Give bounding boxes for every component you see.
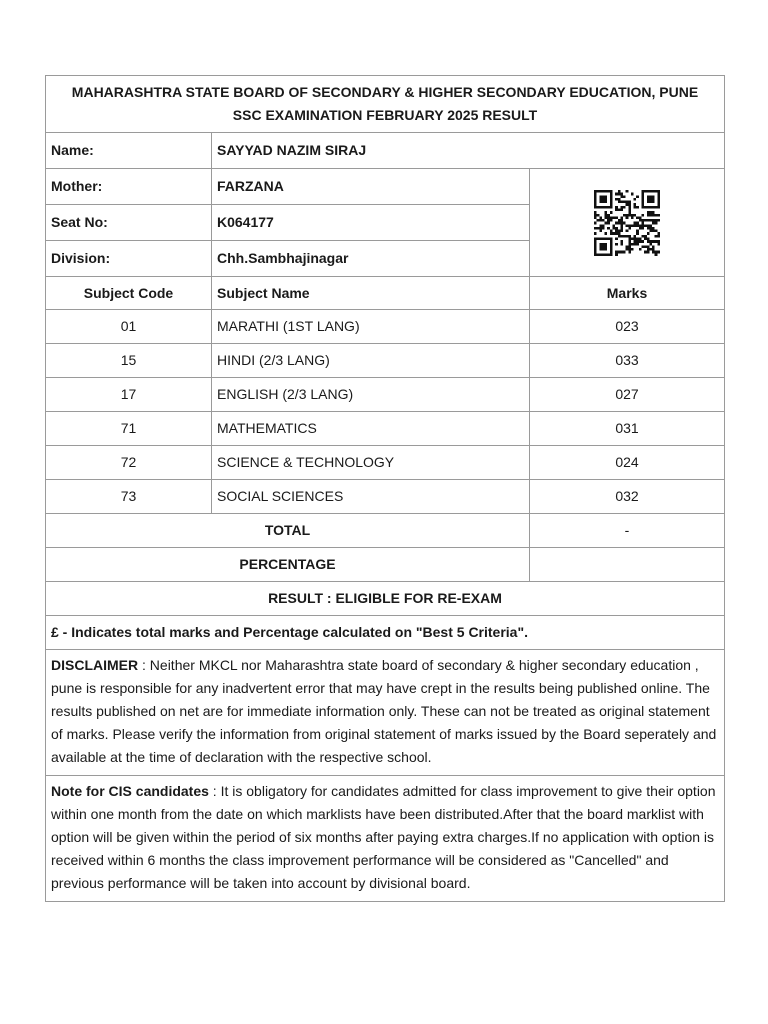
subject-code: 73	[46, 480, 212, 514]
table-row	[46, 446, 725, 480]
column-header-row	[46, 277, 725, 310]
seat-number: K064177	[212, 205, 530, 241]
exam-title: SSC EXAMINATION FEBRUARY 2025 RESULT	[232, 107, 538, 123]
subject-marks: 033	[530, 344, 725, 378]
mother-label: Mother:	[46, 169, 212, 205]
marks-header: Marks	[530, 277, 725, 310]
table-row	[46, 344, 725, 378]
subject-code: 72	[46, 446, 212, 480]
best5-note-row	[46, 616, 725, 650]
table-row	[46, 480, 725, 514]
division-name: Chh.Sambhajinagar	[212, 241, 530, 277]
percentage-value	[530, 548, 725, 582]
result-row	[46, 582, 725, 616]
cis-note-text: : It is obligatory for candidates admitted for class improvement to give their option within one month from the date on which marklists have been distributed.After that the board marklist with option will be given within the period of six months after paying extra charges.If no application with option is received within 6 months the class improvement performance will be considered as "Cancelled" and previous performance will be taken into account by divisional board.	[51, 783, 716, 891]
result-table	[45, 75, 725, 902]
table-row	[46, 378, 725, 412]
student-name: SAYYAD NAZIM SIRAJ	[212, 133, 725, 169]
table-row	[46, 412, 725, 446]
subject-code: 15	[46, 344, 212, 378]
name-label: Name:	[46, 133, 212, 169]
disclaimer-label: DISCLAIMER	[51, 657, 139, 673]
best5-note: £ - Indicates total marks and Percentage calculated on "Best 5 Criteria".	[46, 616, 725, 650]
table-row	[46, 310, 725, 344]
division-label: Division:	[46, 241, 212, 277]
subject-marks: 023	[530, 310, 725, 344]
board-title: MAHARASHTRA STATE BOARD OF SECONDARY & HIGHER SECONDARY EDUCATION, PUNE	[71, 84, 699, 100]
result-sheet	[45, 75, 724, 902]
cis-note-cell	[46, 776, 725, 902]
subject-name: HINDI (2/3 LANG)	[212, 344, 530, 378]
header-cell	[46, 76, 725, 133]
subject-name: ENGLISH (2/3 LANG)	[212, 378, 530, 412]
seat-label: Seat No:	[46, 205, 212, 241]
percentage-row	[46, 548, 725, 582]
subject-name: MARATHI (1ST LANG)	[212, 310, 530, 344]
disclaimer-text: : Neither MKCL nor Maharashtra state board of secondary & higher secondary education , pune is responsible for any inadvertent error that may have crept in the results being published online. The results published on net are for immediate information only. These can not be treated as original statement of marks. Please verify the information from original statement of marks issued by the Board seperately and available at the time of declaration with the respective school.	[51, 657, 717, 765]
subject-marks: 027	[530, 378, 725, 412]
subject-code: 71	[46, 412, 212, 446]
qr-cell	[530, 169, 725, 277]
total-value: -	[530, 514, 725, 548]
subject-marks: 032	[530, 480, 725, 514]
qr-code-icon	[594, 190, 660, 256]
subject-marks: 031	[530, 412, 725, 446]
disclaimer-cell	[46, 650, 725, 776]
cis-note-label: Note for CIS candidates	[51, 783, 209, 799]
subject-code: 01	[46, 310, 212, 344]
subject-name: MATHEMATICS	[212, 412, 530, 446]
name-row	[46, 133, 725, 169]
subject-code-header: Subject Code	[46, 277, 212, 310]
mother-row	[46, 169, 725, 205]
result-status: RESULT : ELIGIBLE FOR RE-EXAM	[46, 582, 725, 616]
subject-name: SCIENCE & TECHNOLOGY	[212, 446, 530, 480]
total-row	[46, 514, 725, 548]
subject-marks: 024	[530, 446, 725, 480]
mother-name: FARZANA	[212, 169, 530, 205]
cis-note-row	[46, 776, 725, 902]
subject-name: SOCIAL SCIENCES	[212, 480, 530, 514]
subject-code: 17	[46, 378, 212, 412]
total-label: TOTAL	[46, 514, 530, 548]
disclaimer-row	[46, 650, 725, 776]
header-row	[46, 76, 725, 133]
percentage-label: PERCENTAGE	[46, 548, 530, 582]
subject-name-header: Subject Name	[212, 277, 530, 310]
